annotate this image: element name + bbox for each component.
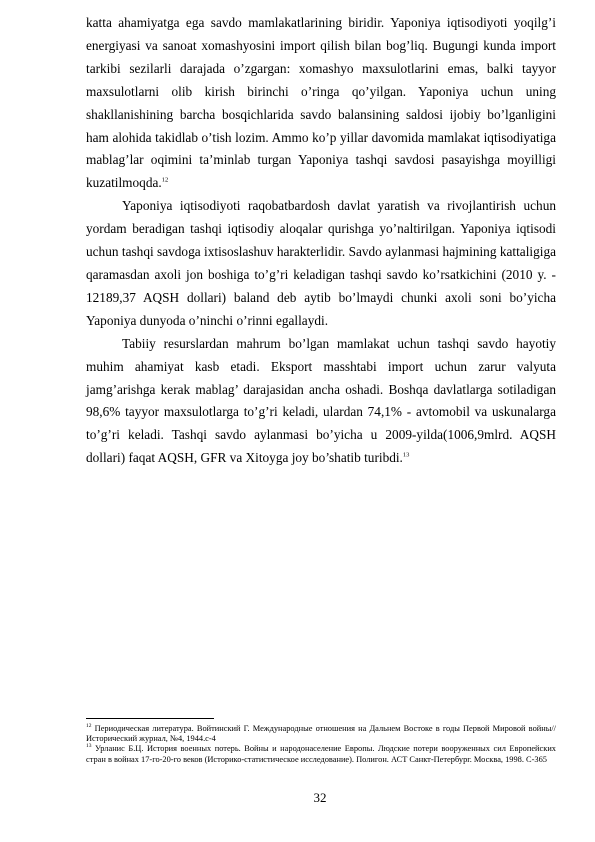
paragraph-2 [86, 195, 556, 332]
paragraph-1 [86, 12, 556, 195]
footnote-number: 13 [86, 743, 92, 750]
paragraph-2-text: Yaponiya iqtisodiyoti raqobatbardosh davlat yaratish va rivojlantirish uchun yordam beradigan tashqi iqtisodiy aloqalar qurishga yo’naltirilgan. Yaponiya iqtisodi uchun tashqi savdoga ixtisoslashuv harakterlidir. Savdo aylanmasi hajmining kattaligiga qaramasdan axoli jon boshiga to’g’ri keladigan tashqi savdo ko’rsatkichini (2010 y. - 12189,37 AQSH dollari) baland deb aytib bo’lmaydi chunki axoli soni bo’yicha Yaponiya dunyoda o’ninchi o’rinni egallaydi. [86, 198, 556, 328]
footnote-13 [86, 744, 556, 764]
footnote-divider [86, 718, 214, 719]
footnote-text: Урланис Б.Ц. История военных потерь. Войны и народонаселение Европы. Людские потери вооруженных сил Европейских стран в войнах 17-го-20-го веков (Историко-статистическое исследование). Полигон. АСТ Санкт-Петербург. Москва, 1998. С-365 [86, 744, 556, 764]
footnote-number: 12 [86, 723, 92, 730]
footnote-ref-12[interactable]: 12 [161, 176, 169, 184]
paragraph-3-text: Tabiiy resurslardan mahrum bo’lgan mamlakat uchun tashqi savdo hayotiy muhim ahamiyat kasb etadi. Eksport masshtabi import uchun zarur valyuta jamg’arishga kerak mablag’ darajasidan ancha oshadi. Boshqa davlatlarga sotiladigan 98,6% tayyor maxsulotlarga to’g’ri keladi, ulardan 74,1% - avtomobil va uskunalarga to’g’ri keladi. Tashqi savdo aylanmasi bo’yicha u 2009-yilda(1006,9mlrd. AQSH dollari) faqat AQSH, GFR va Xitoyga joy bo’shatib turibdi. [86, 335, 556, 466]
footnote-text: Периодическая литература. Войтинский Г. Международные отношения на Дальнем Востоке в годы Первой Мировой войны//Исторический журнал, №4, 1944.с-4 [86, 724, 556, 744]
paragraph-1-text: katta ahamiyatga ega savdo mamlakatlarining biridir. Yaponiya iqtisodiyoti yoqilg’i energiyasi va sanoat xomashyosini import qilish bilan bog’liq. Bugungi kunda import tarkibi sezilarli darajada o’zgargan: xomashyo maxsulotlarini emas, balki tayyor maxsulotlarni olib kirish birinchi o’ringa qo’yilgan. Yaponiya uchun uning shakllanishining barcha bosqichlarida savdo balansining saldosi ijobiy bo’lganligini ham alohida takidlab o’tish lozim. Ammo ko’p yillar davomida mamlakat iqtisodiyatiga mablag’lar oqimini ta’minlab turgan Yaponiya tashqi savdosi pasayishga moyilligi kuzatilmoqda. [86, 15, 556, 191]
body-text [86, 12, 556, 470]
footnote-12 [86, 724, 556, 744]
footnotes-section [86, 718, 556, 765]
page-number: 32 [313, 790, 327, 805]
paragraph-3 [86, 333, 556, 470]
footnote-ref-13[interactable]: 13 [402, 451, 410, 459]
